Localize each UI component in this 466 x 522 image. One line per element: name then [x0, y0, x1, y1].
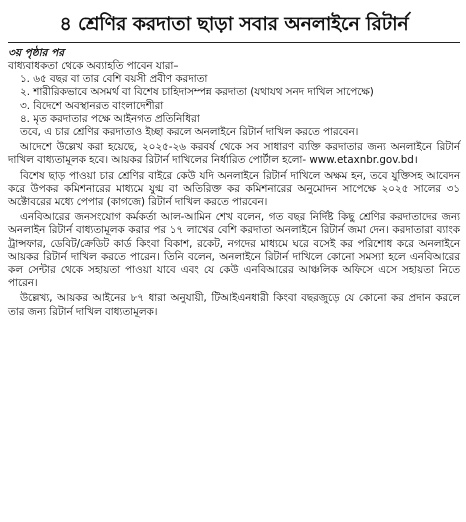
paragraph: আদেশে উল্লেখ করা হয়েছে, ২০২৫-২৬ করবর্ষ থেকে সব সাধারণ ব্যক্তি করদাতার জন্য অনলাইনে রিটার্ন দাখিল বাধ্যতামূলক হবে। আয়কর রিটার্ন দাখিলের নির্ধারিত পোর্টাল হলো- www.etaxnbr.gov.bd।: [8, 141, 460, 167]
article-body: [8, 60, 460, 319]
article-headline: ৪ শ্রেণির করদাতা ছাড়া সবার অনলাইনে রিটার্ন: [8, 6, 460, 43]
exemption-item: ৪. মৃত করদাতার পক্ষে আইনগত প্রতিনিধিরা: [20, 112, 200, 125]
exemption-item: ১. ৬৫ বছর বা তার বেশি বয়সী প্রবীণ করদাতা: [20, 73, 208, 86]
paragraph: উল্লেখ্য, আয়কর আইনের ৮৭ ধারা অনুযায়ী, টিআইএনধারী কিংবা বছরজুড়ে যে কোনো কর প্রদান করলে তার জন্য রিটার্ন দাখিল বাধ্যতামূলক।: [8, 292, 460, 318]
exemption-item: ২. শারীরিকভাবে অসমর্থ বা বিশেষ চাহিদাসম্পন্ন করদাতা (যথাযথ সনদ দাখিল সাপেক্ষে): [20, 86, 374, 99]
paragraph: বিশেষ ছাড় পাওয়া চার শ্রেণির বাইরে কেউ যদি অনলাইনে রিটার্ন দাখিলে অক্ষম হন, তবে যুক্তিসহ আবেদন করে উপকর কমিশনারের মাধ্যমে যুগ্ম বা অতিরিক্ত কর কমিশনারের অনুমোদন সাপেক্ষে ২০২৫ সালের ৩১ অক্টোবরের মধ্যে পেপার (কাগজে) রিটার্ন দাখিল করতে পারবেন।: [8, 169, 460, 209]
paragraph: এনবিআরের জনসংযোগ কর্মকর্তা আল-আমিন শেখ বলেন, গত বছর নির্দিষ্ট কিছু শ্রেণির করদাতাদের জন্য অনলাইন রিটার্ন বাধ্যতামূলক করার পর ১৭ লাখের বেশি করদাতা অনলাইনে রিটার্ন জমা দেন। করদাতারা ব্যাংক ট্রান্সফার, ডেবিট/ক্রেডিট কার্ড কিংবা বিকাশ, রকেট, নগদের মাধ্যমে ঘরে বসেই কর পরিশোধ করে অনলাইনে আয়কর রিটার্ন দাখিল করতে পারেন। তিনি বলেন, অনলাইনে রিটার্ন দাখিলে কোনো সমস্যা হলে এনবিআরের কল সেন্টার থেকে সহায়তা পাওয়া যাবে এবং যে কেউ এনবিআরের আঞ্চলিক অফিসে এসে সহায়তা নিতে পারেন।: [8, 211, 460, 290]
exemption-item: ৩. বিদেশে অবস্থানরত বাংলাদেশীরা: [20, 99, 164, 112]
paragraph: তবে, এ চার শ্রেণির করদাতাও ইচ্ছা করলে অনলাইনে রিটার্ন দাখিল করতে পারবেন।: [20, 126, 359, 139]
exemption-intro: বাধ্যবাধকতা থেকে অব্যাহতি পাবেন যারা–: [8, 60, 179, 72]
continued-from-label: ৩য় পৃষ্ঠার পর: [8, 47, 65, 59]
